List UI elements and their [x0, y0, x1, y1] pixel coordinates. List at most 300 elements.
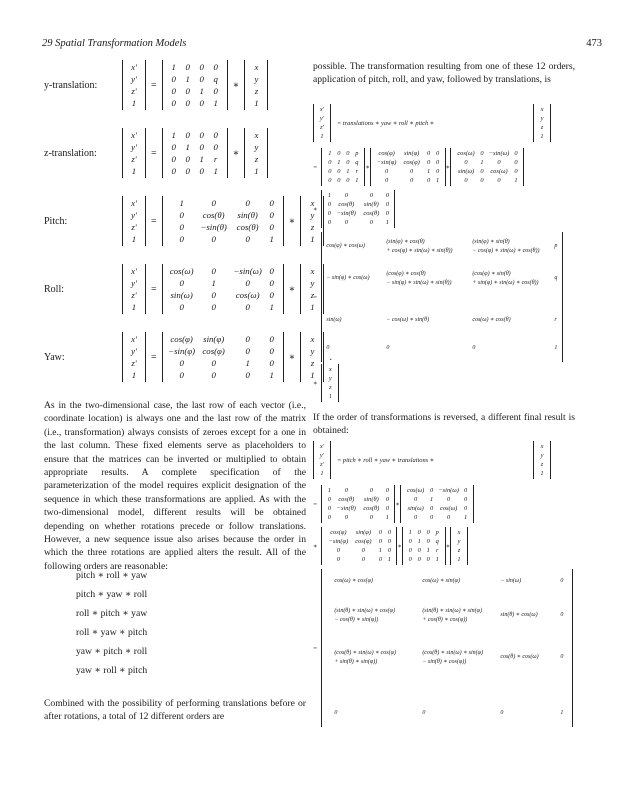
lhs-vector — [122, 196, 146, 246]
rhs-vector — [533, 104, 551, 142]
vector-entry: z — [329, 384, 332, 391]
matrix-entry: 0 — [171, 142, 176, 152]
matrix-entry: 0 — [179, 370, 184, 380]
times-sign: ∗ — [288, 351, 296, 363]
matrix-entry: 0 — [269, 210, 274, 220]
vector-entry: x — [254, 62, 259, 72]
matrix-entry: p — [355, 150, 359, 157]
matrix-entry: cos(ω) ∗ sin(φ) — [422, 578, 460, 584]
vector-entry: y — [254, 74, 259, 84]
vector-entry: y — [540, 115, 544, 122]
matrix-entry: cos(ω) — [169, 266, 194, 276]
matrix-entry: 1 — [378, 547, 382, 554]
matrix-entry: cos(φ) — [202, 346, 225, 356]
matrix-entry: 0 — [171, 98, 176, 108]
matrix-entry: 1 — [199, 86, 204, 96]
matrix-entry: 0 — [385, 505, 389, 512]
matrix-entry: 0 — [560, 612, 564, 618]
eq1-pitch — [313, 190, 603, 228]
matrix-entry: 0 — [171, 86, 176, 96]
matrix-entry: 0 — [171, 166, 176, 176]
matrix-entry: 0 — [480, 168, 484, 175]
equation-label: z-translation: — [44, 147, 97, 159]
matrix-entry: (sin(φ) ∗ sin(θ) — [472, 239, 510, 245]
transform-matrix — [162, 332, 284, 382]
equation-label: Pitch: — [44, 215, 68, 227]
matrix-entry: cos(φ) — [355, 538, 372, 545]
matrix-entry: 0 — [269, 358, 274, 368]
equals-sign: = — [313, 163, 318, 171]
matrix-entry: 0 — [327, 505, 331, 512]
matrix-entry: 1 — [464, 514, 468, 521]
matrix-entry: 1 — [185, 74, 190, 84]
matrix-entry: 0 — [385, 487, 389, 494]
chapter-title: 29 Spatial Transformation Models — [42, 38, 187, 49]
matrix-entry: 0 — [245, 302, 250, 312]
matrix-entry: 0 — [179, 234, 184, 244]
lhs-vector — [122, 332, 146, 382]
matrix-entry: 1 — [171, 62, 176, 72]
matrix-entry: 0 — [344, 192, 348, 199]
matrix-entry: 0 — [179, 210, 184, 220]
matrix-entry: 0 — [328, 177, 332, 184]
matrix-entry: sin(θ) — [237, 210, 258, 220]
matrix-entry: cos(θ) — [338, 496, 355, 503]
matrix-entry: 0 — [426, 538, 430, 545]
vector-entry: x — [254, 130, 259, 140]
matrix-entry: 1 — [199, 154, 204, 164]
lhs-vector — [313, 104, 331, 142]
vector-entry: z — [254, 154, 259, 164]
vector-entry: y — [310, 346, 315, 356]
matrix-entry: 1 — [269, 370, 274, 380]
matrix-entry: 1 — [327, 192, 331, 199]
times-sign: ∗ — [232, 147, 240, 159]
matrix-entry: 0 — [337, 150, 341, 157]
matrix-entry: − sin(φ) ∗ cos(ω) — [326, 275, 370, 281]
vector-entry: y — [540, 452, 544, 459]
matrix-entry: 0 — [327, 496, 331, 503]
matrix-entry: sin(θ) — [363, 496, 379, 503]
matrix-entry: 0 — [427, 177, 431, 184]
matrix-entry: 0 — [185, 98, 190, 108]
matrix-entry: − cos(θ) ∗ sin(φ)) — [334, 617, 379, 623]
vector-entry: x' — [319, 443, 325, 450]
vector-entry: x' — [131, 198, 137, 208]
vector-entry: x' — [131, 62, 137, 72]
matrix-entry: r — [435, 547, 439, 554]
matrix-entry: + cos(θ) ∗ cos(φ)) — [422, 617, 468, 623]
equals-sign: = — [151, 79, 157, 91]
matrix-entry: 1 — [560, 710, 564, 716]
matrix-entry: 1 — [213, 98, 218, 108]
rhs-vector — [244, 60, 268, 110]
vector-entry: 1 — [540, 470, 544, 477]
equation-label: Yaw: — [44, 351, 65, 363]
vector-entry: 1 — [254, 166, 259, 176]
matrix-entry: 0 — [344, 219, 348, 226]
matrix-entry: 1 — [211, 278, 216, 288]
vector-entry: y' — [319, 115, 325, 122]
matrix-entry: 0 — [385, 496, 389, 503]
operation-sequence: = translations ∗ yaw ∗ roll ∗ pitch ∗ — [337, 120, 435, 127]
equation-3 — [44, 196, 324, 246]
vector-entry: z' — [131, 290, 137, 300]
matrix-entry: 0 — [269, 290, 274, 300]
matrix-entry: 0 — [369, 192, 373, 199]
matrix-entry: − sin(θ) ∗ cos(φ)) — [422, 659, 467, 665]
matrix-entry: 0 — [328, 159, 332, 166]
matrix-entry: 1 — [328, 150, 332, 157]
matrix-entry: 0 — [269, 278, 274, 288]
vector-entry: x — [457, 529, 461, 536]
matrix-entry: 0 — [213, 86, 218, 96]
matrix-entry: 0 — [386, 345, 390, 351]
matrix-entry: 0 — [336, 547, 340, 554]
order-item: pitch ∗ roll ∗ yaw — [76, 570, 148, 581]
matrix-entry: sin(ω) — [326, 317, 342, 323]
translation-matrix — [321, 148, 365, 186]
matrix-entry: 0 — [245, 278, 250, 288]
matrix-entry: 0 — [417, 547, 421, 554]
vector-entry: z' — [320, 461, 324, 468]
matrix-entry: 0 — [385, 192, 389, 199]
matrix-entry: 0 — [327, 514, 331, 521]
result-matrix-1 — [321, 232, 563, 362]
matrix-entry: 0 — [385, 168, 389, 175]
matrix-entry: 1 — [554, 345, 558, 351]
order-item: yaw ∗ roll ∗ pitch — [76, 665, 148, 676]
times-sign: ∗ — [288, 283, 296, 295]
matrix-entry: 0 — [344, 514, 348, 521]
matrix-entry: 1 — [355, 177, 359, 184]
matrix-entry: 0 — [185, 166, 190, 176]
vector-entry: z — [457, 547, 461, 554]
vector-entry: x — [540, 443, 544, 450]
vector-entry: y' — [131, 278, 137, 288]
matrix-entry: 0 — [327, 201, 331, 208]
matrix-entry: 0 — [199, 130, 204, 140]
yaw-matrix — [370, 148, 446, 186]
eq1-result — [313, 232, 603, 362]
matrix-entry: 1 — [435, 556, 439, 563]
matrix-entry: 0 — [211, 302, 216, 312]
vector-entry: x' — [131, 266, 137, 276]
vector-entry: y' — [319, 452, 325, 459]
matrix-entry: 0 — [410, 177, 414, 184]
matrix-entry: r — [554, 317, 557, 323]
matrix-entry: 0 — [422, 710, 426, 716]
matrix-entry: 0 — [430, 514, 434, 521]
equation-1 — [44, 60, 268, 110]
transform-matrix — [162, 128, 228, 178]
matrix-entry: −sin(φ) — [328, 538, 349, 545]
matrix-entry: − cos(ω) ∗ sin(θ) — [386, 317, 430, 323]
matrix-entry: q — [355, 159, 359, 166]
composite-equation-1 — [313, 104, 603, 402]
matrix-entry: 0 — [245, 334, 250, 344]
matrix-entry: 0 — [410, 168, 414, 175]
times-sign: ∗ — [313, 380, 318, 387]
transform-matrix — [162, 264, 284, 314]
matrix-entry: 0 — [436, 150, 440, 157]
matrix-entry: 0 — [426, 529, 430, 536]
matrix-entry: 1 — [430, 496, 434, 503]
matrix-entry: 0 — [436, 168, 440, 175]
matrix-entry: 0 — [245, 370, 250, 380]
vector-entry: z' — [131, 154, 137, 164]
matrix-entry: 0 — [213, 142, 218, 152]
matrix-entry: 0 — [426, 556, 430, 563]
vector-entry: x — [310, 266, 315, 276]
matrix-entry: 0 — [378, 538, 382, 545]
matrix-entry: 0 — [199, 142, 204, 152]
matrix-entry: (cos(φ) ∗ sin(θ) — [472, 271, 511, 277]
transform-matrix — [162, 60, 228, 110]
matrix-entry: 0 — [385, 201, 389, 208]
matrix-entry: 0 — [337, 168, 341, 175]
matrix-entry: 0 — [327, 210, 331, 217]
matrix-entry: 1 — [179, 198, 184, 208]
lhs-vector — [122, 60, 146, 110]
matrix-entry: r — [355, 168, 359, 175]
times-sign: ∗ — [313, 543, 318, 550]
matrix-entry: 0 — [464, 487, 468, 494]
roll-matrix — [400, 485, 474, 523]
vector-entry: x — [540, 106, 544, 113]
matrix-entry: 0 — [414, 514, 418, 521]
right-intro-paragraph: possible. The transformation resulting from one of these 12 orders, application of pitch, roll, and yaw, followed by translations, is — [313, 61, 575, 86]
transform-matrix — [162, 196, 284, 246]
lhs-vector — [122, 128, 146, 178]
times-sign: ∗ — [232, 79, 240, 91]
matrix-entry: cos(φ) — [378, 150, 395, 157]
equals-sign: = — [313, 293, 318, 301]
vector-entry: y' — [131, 74, 137, 84]
matrix-entry: 0 — [387, 547, 391, 554]
matrix-entry: cos(ω) — [235, 290, 260, 300]
eq2-factors — [313, 485, 603, 523]
matrix-entry: 0 — [464, 496, 468, 503]
vector-entry: 1 — [310, 302, 315, 312]
matrix-entry: −sin(θ) — [200, 222, 227, 232]
order-item: roll ∗ pitch ∗ yaw — [76, 608, 148, 619]
matrix-entry: 0 — [346, 159, 350, 166]
times-sign: ∗ — [397, 543, 402, 550]
matrix-entry: 0 — [179, 358, 184, 368]
vector-entry: 1 — [310, 370, 315, 380]
matrix-entry: 0 — [408, 547, 412, 554]
matrix-entry: 0 — [171, 154, 176, 164]
matrix-entry: 0 — [447, 514, 451, 521]
matrix-entry: 0 — [427, 159, 431, 166]
matrix-entry: sin(φ) — [404, 150, 420, 157]
matrix-entry: 0 — [414, 496, 418, 503]
matrix-entry: (sin(φ) ∗ cos(θ) — [386, 239, 425, 245]
matrix-entry: 0 — [328, 168, 332, 175]
matrix-entry: (sin(θ) ∗ sin(ω) ∗ cos(φ) — [334, 608, 395, 614]
vector-entry: z' — [131, 358, 137, 368]
times-sign: ∗ — [445, 164, 450, 171]
matrix-entry: 0 — [480, 177, 484, 184]
matrix-entry: 0 — [500, 710, 504, 716]
matrix-entry: cos(ω) ∗ cos(φ) — [334, 578, 373, 584]
matrix-entry: cos(θ) — [236, 222, 259, 232]
pitch-matrix — [321, 190, 395, 228]
matrix-entry: 1 — [269, 234, 274, 244]
rhs-vector — [533, 441, 551, 479]
matrix-entry: −sin(φ) — [376, 159, 397, 166]
matrix-entry: cos(ω) — [457, 150, 475, 157]
matrix-entry: 0 — [179, 278, 184, 288]
matrix-entry: 0 — [326, 345, 330, 351]
matrix-entry: 1 — [346, 168, 350, 175]
matrix-entry: 1 — [417, 538, 421, 545]
vector-entry: 1 — [457, 556, 461, 563]
vector-entry: x — [328, 366, 332, 373]
vector-entry: x' — [131, 130, 137, 140]
matrix-entry: 0 — [337, 177, 341, 184]
matrix-entry: 0 — [185, 86, 190, 96]
matrix-entry: 1 — [385, 219, 389, 226]
equals-sign: = — [313, 500, 318, 508]
matrix-entry: 1 — [514, 177, 518, 184]
matrix-entry: sin(ω) — [457, 168, 475, 175]
vector-entry: z — [540, 124, 544, 131]
matrix-entry: 1 — [385, 514, 389, 521]
vector-entry: 1 — [131, 370, 137, 380]
right-middle-paragraph: If the order of transformations is reversed, a different final result is obtained: — [313, 412, 575, 437]
vector-entry: y' — [131, 346, 137, 356]
matrix-entry: 0 — [344, 487, 348, 494]
matrix-entry: 0 — [211, 266, 216, 276]
matrix-entry: cos(θ) — [202, 210, 225, 220]
vector-entry: x' — [319, 106, 325, 113]
matrix-entry: sin(ω) — [407, 505, 424, 512]
times-sign: ∗ — [365, 164, 370, 171]
matrix-entry: 0 — [560, 578, 564, 584]
rhs-vector — [321, 364, 339, 402]
matrix-entry: 0 — [378, 529, 382, 536]
rhs-vector — [244, 128, 268, 178]
matrix-entry: r — [213, 154, 218, 164]
matrix-entry: 1 — [387, 556, 391, 563]
matrix-entry: 0 — [245, 346, 250, 356]
times-sign: ∗ — [445, 543, 451, 550]
matrix-entry: 0 — [269, 334, 274, 344]
matrix-entry: (cos(θ) ∗ sin(ω) ∗ cos(φ) — [334, 650, 396, 656]
matrix-entry: 0 — [369, 487, 373, 494]
matrix-entry: cos(θ) — [338, 201, 355, 208]
matrix-entry: cos(φ) — [170, 334, 193, 344]
matrix-entry: −sin(φ) — [168, 346, 196, 356]
vector-entry: 1 — [131, 166, 137, 176]
matrix-entry: 1 — [480, 159, 484, 166]
matrix-entry: (sin(θ) ∗ sin(ω) ∗ sin(φ) — [422, 608, 482, 614]
left-paragraph: As in the two-dimensional case, the last row of each vector (i.e., coordinate location) is always one and the last row of the matrix (i.e., transformation) always consists of zeroes except for a one in the last column. These fixed elements serve as placeholders to ensure that the matrices can be inverted or multiplied to obtain appropriate results. A complete specification of the parameterization of the model requires explicit designation of the sequence in which these transformations are applied. As with the two-dimensional model, different results will be obtained depending on whether rotations precede or follow translations. However, a new sequence issue also arises because the order in which the three rotations are applied alters the result. All of the following orders are reasonable: — [44, 400, 306, 572]
matrix-entry: 0 — [369, 514, 373, 521]
matrix-entry: cos(θ) — [363, 210, 380, 217]
vector-entry: y — [310, 278, 315, 288]
page-number: 473 — [586, 38, 602, 49]
matrix-entry: − sin(φ) ∗ sin(ω) ∗ sin(θ)) — [386, 280, 452, 286]
matrix-entry: 0 — [497, 177, 501, 184]
matrix-entry: 0 — [346, 177, 350, 184]
vector-entry: x — [310, 334, 315, 344]
times-sign: ∗ — [288, 215, 296, 227]
vector-entry: z — [254, 86, 259, 96]
equation-label: y-translation: — [44, 79, 98, 91]
equation-2 — [44, 128, 268, 178]
matrix-entry: p — [554, 243, 558, 249]
vector-entry: z' — [131, 222, 137, 232]
matrix-entry: 0 — [464, 505, 468, 512]
matrix-entry: 1 — [269, 302, 274, 312]
matrix-entry: 0 — [213, 130, 218, 140]
order-item: pitch ∗ yaw ∗ roll — [76, 589, 148, 600]
running-header — [42, 38, 602, 54]
matrix-entry: sin(θ) — [363, 201, 379, 208]
matrix-entry: 1 — [327, 487, 331, 494]
matrix-entry: −sin(θ) — [336, 210, 356, 217]
vector-entry: z — [310, 290, 315, 300]
period: . — [329, 351, 332, 363]
matrix-entry: 1 — [171, 130, 176, 140]
lhs-vector — [122, 264, 146, 314]
matrix-entry: 1 — [426, 547, 430, 554]
matrix-entry: 0 — [199, 62, 204, 72]
equals-sign: = — [151, 283, 157, 295]
matrix-entry: q — [554, 275, 558, 281]
matrix-entry: (cos(θ) ∗ sin(ω) ∗ sin(φ) — [422, 650, 483, 656]
matrix-entry: − cos(φ) ∗ sin(ω) ∗ cos(θ)) — [472, 248, 540, 254]
matrix-entry: (cos(φ) ∗ cos(θ) — [386, 271, 426, 277]
vector-entry: y — [457, 538, 461, 545]
matrix-entry: 0 — [387, 538, 391, 545]
matrix-entry: 0 — [269, 198, 274, 208]
matrix-entry: 1 — [436, 177, 440, 184]
result-matrix-2 — [321, 569, 573, 727]
matrix-entry: sin(φ) — [203, 334, 225, 344]
eq2-definition — [313, 441, 603, 479]
vector-entry: z' — [131, 86, 137, 96]
vector-entry: y' — [131, 210, 137, 220]
matrix-entry: 0 — [211, 290, 216, 300]
matrix-entry: cos(θ) — [363, 505, 380, 512]
matrix-entry: 0 — [408, 556, 412, 563]
matrix-entry: sin(θ) ∗ cos(ω) — [500, 612, 538, 618]
matrix-entry: 0 — [369, 219, 373, 226]
matrix-entry: + cos(φ) ∗ sin(ω) ∗ sin(θ)) — [386, 248, 453, 254]
equals-sign: = — [151, 147, 157, 159]
matrix-entry: 1 — [408, 529, 412, 536]
matrix-entry: 0 — [464, 159, 468, 166]
matrix-entry: 1 — [337, 159, 341, 166]
matrix-entry: −sin(ω) — [233, 266, 262, 276]
equals-sign: = — [151, 215, 157, 227]
matrix-entry: 0 — [185, 154, 190, 164]
lhs-vector — [313, 441, 331, 479]
vector-entry: 1 — [540, 133, 544, 140]
matrix-entry: cos(ω) — [490, 168, 508, 175]
eq2-yaw-trans — [313, 527, 603, 565]
matrix-entry: 0 — [334, 710, 338, 716]
matrix-entry: 0 — [185, 62, 190, 72]
matrix-entry: 1 — [213, 166, 218, 176]
matrix-entry: 0 — [378, 556, 382, 563]
matrix-entry: 0 — [417, 529, 421, 536]
matrix-entry: 0 — [269, 346, 274, 356]
